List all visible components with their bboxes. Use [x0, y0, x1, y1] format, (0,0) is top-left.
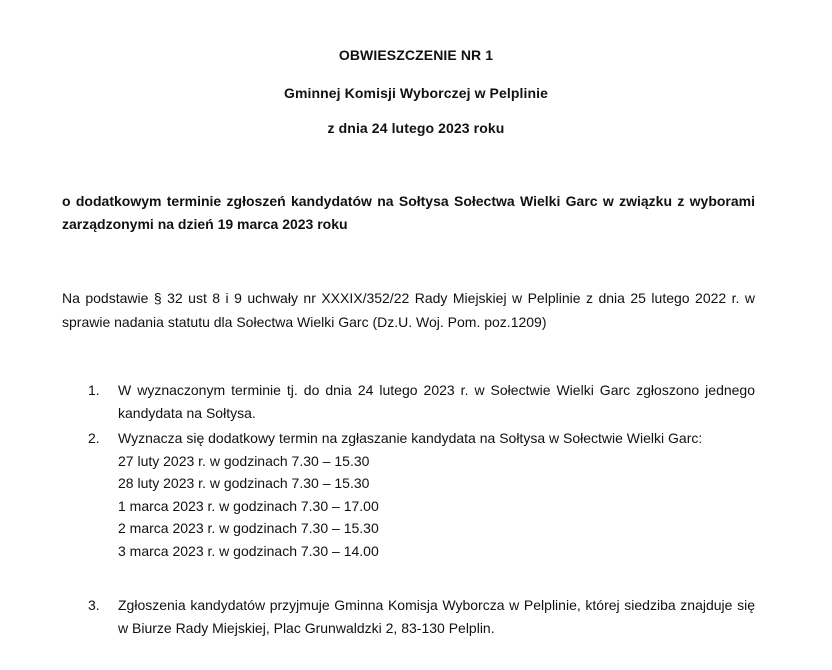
date-entry: 3 marca 2023 r. w godzinach 7.30 – 14.00: [118, 542, 379, 559]
list-item-number: 1.: [88, 382, 100, 398]
issuer-line: Gminnej Komisji Wyborczej w Pelplinie: [283, 85, 549, 101]
list-item-text: Zgłoszenia kandydatów przyjmuje Gminna Komisja Wyborcza w Pelplinie, której siedziba znajduje się w Biurze Rady Miejskiej, Plac Grunwaldzki 2, 83-130 Pelplin.: [118, 597, 755, 636]
list-item-number: 3.: [88, 597, 100, 613]
document-title: OBWIESZCZENIE NR 1: [338, 47, 494, 63]
legal-basis-paragraph: Na podstawie § 32 ust 8 i 9 uchwały nr XXXIX/352/22 Rady Miejskiej w Pelplinie z dnia 25 lutego 2022 r. w sprawie nadania statutu dla Sołectwa Wielki Garc (Dz.U. Woj. Pom. poz.1209): [62, 290, 755, 330]
list-item: [88, 594, 755, 639]
date-entry: 2 marca 2023 r. w godzinach 7.30 – 15.30: [118, 520, 379, 536]
list-item-text: W wyznaczonym terminie tj. do dnia 24 lutego 2023 r. w Sołectwie Wielki Garc zgłoszono jednego kandydata na Sołtysa.: [118, 382, 755, 421]
list-item: [88, 427, 755, 562]
list-item: [88, 379, 755, 424]
list-item-content: [118, 427, 755, 562]
date-line: z dnia 24 lutego 2023 roku: [327, 120, 505, 136]
date-entry: 27 luty 2023 r. w godzinach 7.30 – 15.30: [118, 452, 370, 469]
date-entry: 1 marca 2023 r. w godzinach 7.30 – 17.00: [118, 497, 379, 514]
date-entry: 28 luty 2023 r. w godzinach 7.30 – 15.30: [118, 475, 370, 491]
subject-paragraph: o dodatkowym terminie zgłoszeń kandydatów na Sołtysa Sołectwa Wielki Garc w związku z wyborami zarządzonymi na dzień 19 marca 2023 roku: [62, 193, 755, 232]
list-item-text: Wyznacza się dodatkowy termin na zgłaszanie kandydata na Sołtysa w Sołectwie Wielki Garc:: [118, 430, 703, 446]
list-item-number: 2.: [88, 430, 100, 446]
